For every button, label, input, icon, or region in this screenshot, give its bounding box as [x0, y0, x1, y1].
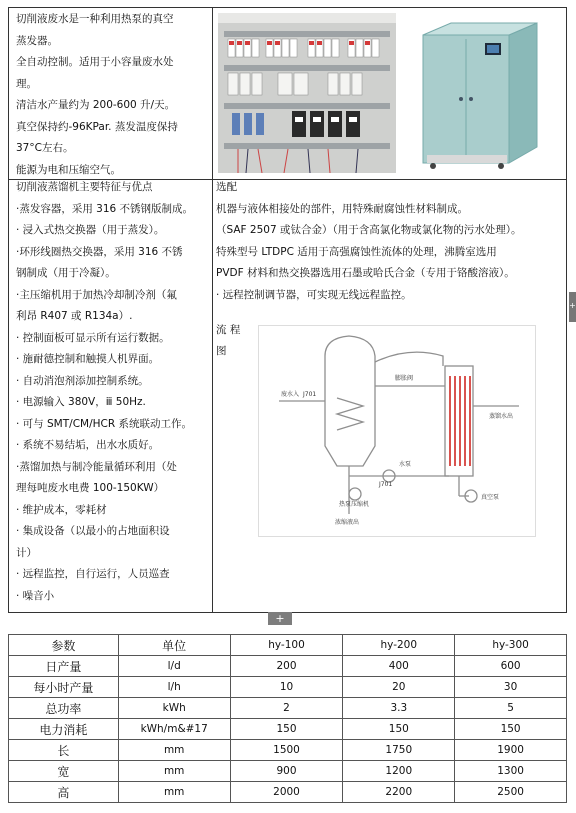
- machine-illustration: [409, 13, 548, 173]
- control-panel-illustration: [218, 13, 396, 173]
- flow-label: 流 程: [216, 324, 241, 336]
- row-value: 3.3: [343, 698, 455, 719]
- process-flow-illustration: [259, 326, 535, 536]
- row-label: 高: [9, 782, 119, 803]
- feature-line: · 集成设备（以最小的占地面积设: [16, 525, 170, 537]
- row-label: 总功率: [9, 698, 119, 719]
- option-line: · 远程控制调节器，可实现无线远程监控。: [216, 288, 412, 301]
- control-panel-photo: [218, 13, 396, 173]
- intro-line: 37°C左右。: [16, 142, 74, 154]
- feature-line: · 电源输入 380V，ⅲ 50Hz.: [16, 396, 146, 408]
- feature-line: 计）: [16, 546, 37, 559]
- intro-line: 真空保持约-96KPar. 蒸发温度保持: [16, 120, 178, 133]
- diagram-label-code: J701: [303, 391, 317, 398]
- feature-line: · 噪音小: [16, 589, 55, 602]
- side-expand-tab[interactable]: [569, 292, 576, 322]
- intro-line: 能源为电和压缩空气。: [16, 163, 121, 176]
- table-row: [9, 698, 567, 719]
- diagram-label-waste-in: 废水入: [281, 391, 300, 398]
- feature-line: · 远程监控，自行运行，人员巡查: [16, 568, 170, 580]
- flow-diagram: [258, 325, 536, 537]
- table-row: [9, 740, 567, 761]
- row-unit: mm: [118, 782, 230, 803]
- feature-line: · 可与 SMT/CM/HCR 系统联动工作。: [16, 417, 192, 430]
- diagram-label-distilled: 蒸馏水出: [489, 413, 514, 420]
- feature-line: · 维护成本，零耗材: [16, 503, 107, 516]
- row-value: 1500: [230, 740, 343, 761]
- intro-line: 全自动控制。适用于小容量废水处: [16, 56, 174, 68]
- row-value: 5: [455, 698, 567, 719]
- table-row: [9, 761, 567, 782]
- intro-line: 切削液废水是一种利用热泵的真空: [16, 13, 174, 25]
- header-param: 参数: [9, 635, 119, 656]
- row-unit: mm: [118, 740, 230, 761]
- feature-line: ·环形线圈热交换器，采用 316 不锈: [16, 245, 183, 258]
- table-row: [9, 677, 567, 698]
- row-label: 每小时产量: [9, 677, 119, 698]
- row-value: 1200: [343, 761, 455, 782]
- options-title: 选配: [216, 181, 237, 193]
- row-value: 2: [230, 698, 343, 719]
- machine-photo: [409, 13, 548, 173]
- row-unit: kWh: [118, 698, 230, 719]
- table-row: [9, 656, 567, 677]
- row-value: 900: [230, 761, 343, 782]
- features-title: 切削液蒸馏机主要特征与优点: [16, 181, 153, 193]
- row-value: 1900: [455, 740, 567, 761]
- row-unit: l/d: [118, 656, 230, 677]
- row-value: 2000: [230, 782, 343, 803]
- row-value: 20: [343, 677, 455, 698]
- row-value: 2500: [455, 782, 567, 803]
- row-value: 1300: [455, 761, 567, 782]
- feature-line: · 控制面板可显示所有运行数据。: [16, 331, 170, 344]
- row-value: 1750: [343, 740, 455, 761]
- intro-line: 理。: [16, 77, 37, 90]
- feature-line: · 自动消泡剂添加控制系统。: [16, 374, 149, 387]
- row-value: 2200: [343, 782, 455, 803]
- diagram-label-expansion: 膨胀阀: [395, 375, 414, 382]
- header-model: hy-100: [230, 635, 343, 656]
- diagram-label-water-pump: 水泵: [399, 461, 412, 468]
- diagram-label-pump-code: J701: [379, 481, 393, 488]
- table-row: [9, 719, 567, 740]
- feature-line: · 系统不易结垢，出水水质好。: [16, 439, 160, 451]
- option-line: 特殊型号 LTDPC 适用于高强腐蚀性流体的处理，沸腾室选用: [216, 245, 497, 258]
- table-expand-handle[interactable]: +: [268, 612, 292, 625]
- spec-table: [8, 634, 567, 803]
- intro-text: [16, 9, 212, 181]
- row-label: 宽: [9, 761, 119, 782]
- option-line: （SAF 2507 或钛合金）（用于含高氯化物或氯化物的污水处理）。: [216, 224, 522, 236]
- feature-line: · 施耐德控制和触摸人机界面。: [16, 353, 160, 365]
- feature-line: 理每吨废水电费 100-150KW）: [16, 482, 165, 494]
- header-model: hy-200: [343, 635, 455, 656]
- feature-line: 利昂 R407 或 R134a）.: [16, 310, 133, 322]
- row-value: 150: [343, 719, 455, 740]
- header-unit: 单位: [118, 635, 230, 656]
- features-block: [16, 177, 212, 607]
- feature-line: ·主压缩机用于加热冷却制冷剂（氟: [16, 288, 177, 301]
- diagram-label-vacuum: 真空泵: [481, 494, 500, 501]
- row-unit: l/h: [118, 677, 230, 698]
- row-value: 10: [230, 677, 343, 698]
- options-block: [216, 177, 564, 306]
- diagram-label-compressor: 热泵压缩机: [339, 501, 370, 508]
- flow-label-2: 图: [216, 345, 227, 357]
- option-line: PVDF 材料和热交换器选用石墨或哈氏合金（专用于铬酸溶液）。: [216, 267, 515, 279]
- row-value: 600: [455, 656, 567, 677]
- row-label: 长: [9, 740, 119, 761]
- row-value: 400: [343, 656, 455, 677]
- feature-line: · 浸入式热交换器（用于蒸发）。: [16, 224, 165, 236]
- row-label: 日产量: [9, 656, 119, 677]
- side-expand-glyph: +: [569, 301, 576, 310]
- row-value: 30: [455, 677, 567, 698]
- row-value: 150: [230, 719, 343, 740]
- feature-line: 钢制成（用于冷凝）。: [16, 267, 116, 279]
- table-header-row: [9, 635, 567, 656]
- feature-line: ·蒸馏加热与制冷能量循环利用（处: [16, 460, 177, 473]
- intro-line: 清洁水产量约为 200-600 升/天。: [16, 99, 176, 111]
- table-row: [9, 782, 567, 803]
- row-value: 200: [230, 656, 343, 677]
- row-label: 电力消耗: [9, 719, 119, 740]
- row-unit: kWh/m&#17: [118, 719, 230, 740]
- diagram-label-residue: 浓缩液出: [335, 519, 360, 526]
- row-value: 150: [455, 719, 567, 740]
- feature-line: ·蒸发容器，采用 316 不锈钢版制成。: [16, 202, 194, 215]
- option-line: 机器与液体相接处的部件，用特殊耐腐蚀性材料制成。: [216, 202, 468, 215]
- header-model: hy-300: [455, 635, 567, 656]
- row-unit: mm: [118, 761, 230, 782]
- intro-line: 蒸发器。: [16, 34, 58, 47]
